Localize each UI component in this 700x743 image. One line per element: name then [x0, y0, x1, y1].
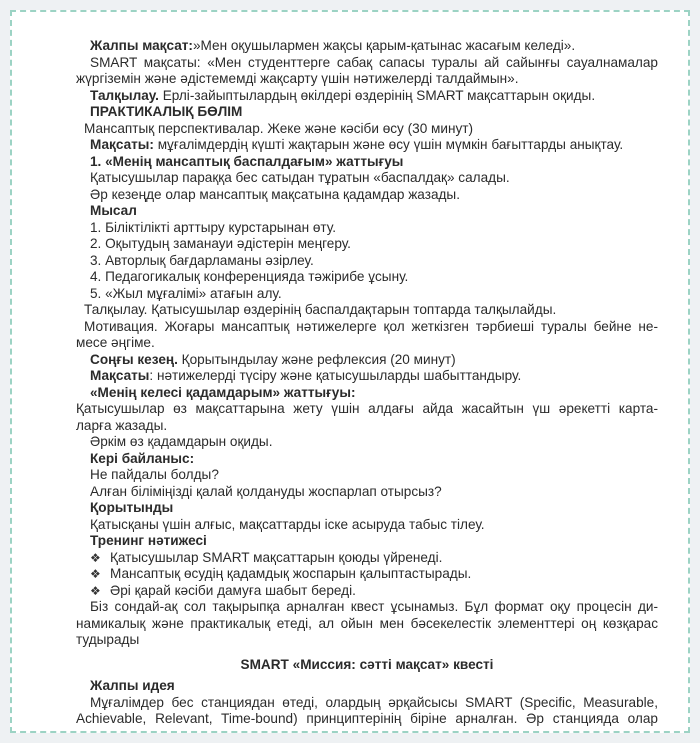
exercise-2-line3: Әркім өз қадамдарын оқиды. — [90, 434, 273, 449]
feedback-question: Алған біліміңізді қалай қолдануды жоспарлап отырсыз? — [90, 483, 442, 499]
discussion-1-text: Ерлі-зайыптылардың өкілдері өздерінің SMART мақсаттарын оқиды. — [158, 87, 596, 103]
exercise-2-line2: ларға жазады. — [76, 417, 168, 433]
general-idea-title: Жалпы идея — [90, 678, 175, 693]
results-item — [76, 583, 658, 600]
general-goal-text: »Мен оқушылармен жақсы қарым-қатынас жасағым келеді». — [192, 38, 576, 53]
general-goal — [76, 38, 658, 55]
feedback-question: Не пайдалы болды? — [90, 467, 219, 482]
diamond-bullet-icon: ❖ — [90, 583, 101, 598]
exercise-2-line1: Қатысушылар өз мақсаттарына жету үшін алдағы айда жасайтын үш әрекетті карта- — [76, 401, 658, 416]
example-item: 3. Авторлық бағдарламаны әзірлеу. — [90, 252, 314, 268]
results-item — [76, 566, 658, 583]
example-item: 2. Оқытудың заманауи әдістерін меңгеру. — [90, 236, 351, 251]
final-stage-text: Қорытындылау және рефлексия (20 минут) — [177, 351, 456, 367]
results-item-text: Мансаптық өсудің қадамдық жоспарын қалыптастырады. — [110, 566, 472, 581]
goal-1-text: мұғалімдердің күшті жақтарын және өсу үшін мүмкін бағыттарды анықтау. — [153, 137, 624, 152]
document-body — [76, 38, 658, 728]
discussion-1 — [76, 88, 658, 105]
results-item — [76, 550, 658, 567]
career-prospects: Мансаптық перспективалар. Жеке және кәсіби өсу (30 минут) — [84, 120, 474, 136]
general-idea-line2: Achievable, Relevant, Time-bound) принциптерінің біріне арналған. Әр станцияда олар — [76, 711, 658, 726]
diamond-bullet-icon: ❖ — [90, 567, 101, 581]
exercise-1-title: 1. «Менің мансаптық баспалдағым» жаттығуы — [90, 153, 404, 169]
motivation-line1: Мотивация. Жоғары мансаптық нәтижелерге қол жеткізген тәрбиеші туралы бейне не- — [84, 318, 658, 334]
general-idea-line1: Мұғалімдер бес станциядан өтеді, олардың әрқайсысы SMART (Specific, Measurable, — [90, 694, 658, 710]
results-title: Тренинг нәтижесі — [90, 533, 207, 548]
goal-1-label: Мақсаты: — [90, 137, 154, 152]
discussion-1-label: Талқылау. — [90, 87, 159, 103]
discussion-2: Талқылау. Қатысушылар өздерінің баспалдақтарын топтарда талқылайды. — [84, 302, 557, 317]
quest-title: SMART «Миссия: сәтті мақсат» квесті — [240, 656, 494, 672]
motivation-line2: месе әңгіме. — [76, 335, 155, 350]
example-title: Мысал — [90, 203, 137, 218]
goal-2 — [76, 368, 658, 385]
quest-intro-line3: тудырады — [76, 632, 140, 647]
results-item-text: Қатысушылар SMART мақсаттарын қоюды үйренеді. — [110, 549, 443, 565]
goal-2-label: Мақсаты — [90, 368, 150, 383]
page — [10, 10, 690, 733]
conclusion-text: Қатысқаны үшін алғыс, мақсаттарды іске асыруда табыс тілеу. — [90, 516, 485, 532]
example-item: 1. Біліктілікті арттыру курстарынан өту. — [90, 219, 337, 235]
conclusion-title: Қорытынды — [90, 500, 174, 515]
goal-1 — [76, 137, 658, 154]
smart-goal-line2: жүргіземін және әдістемемді жақсарту үшін нәтижелерді талдаймын». — [76, 71, 519, 86]
final-stage-label: Соңғы кезең. — [90, 351, 178, 367]
example-item: 5. «Жыл мұғалімі» атағын алу. — [90, 285, 282, 301]
section-title: ПРАКТИКАЛЫҚ БӨЛІМ — [90, 104, 243, 119]
diamond-bullet-icon: ❖ — [90, 550, 101, 565]
results-item-text: Әрі қарай кәсіби дамуға шабыт береді. — [110, 582, 356, 598]
quest-intro-line2: намикалық және практикалық етеді, ал ойын мен бәсекелестік элементтері оң көзқарас — [76, 615, 658, 631]
feedback-title: Кері байланыс: — [90, 450, 195, 466]
exercise-2-title: «Менің келесі қадамдарым» жаттығуы: — [90, 384, 356, 400]
goal-2-text: : нәтижелерді түсіру және қатысушыларды шабыттандыру. — [149, 368, 522, 383]
exercise-1-line2: Әр кезеңде олар мансаптық мақсатына қадамдар жазады. — [90, 186, 460, 202]
example-item: 4. Педагогикалық конференцияда тәжірибе ұсыну. — [90, 269, 409, 284]
exercise-1-line1: Қатысушылар параққа бес сатыдан тұратын «баспалдақ» салады. — [90, 170, 510, 185]
quest-intro-line1: Біз сондай-ақ сол тақырыпқа арналған квест ұсынамыз. Бұл формат оқу процесін ди- — [90, 599, 658, 614]
smart-goal-line1: SMART мақсаты: «Мен студенттерге сабақ сапасы туралы ай сайынғы сауалнамалар — [90, 54, 658, 70]
final-stage — [76, 352, 658, 369]
general-goal-label: Жалпы мақсат: — [90, 38, 193, 53]
